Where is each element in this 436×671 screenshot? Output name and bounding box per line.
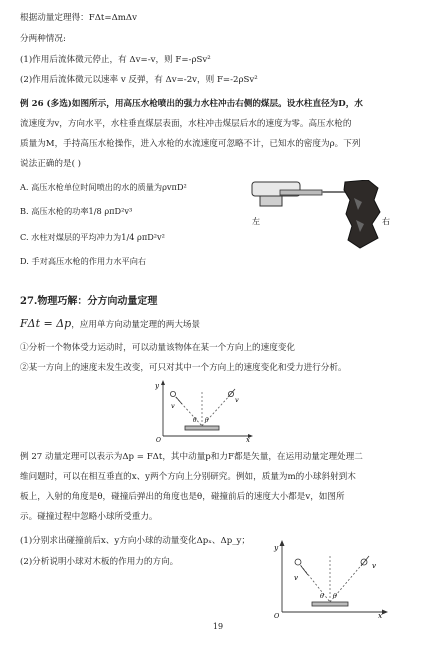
large-theta-2: θ: [333, 592, 337, 600]
example27-line-4: 示。碰撞过程中忽略小球所受重力。: [20, 512, 158, 522]
large-y-label: y: [274, 543, 279, 552]
case-1: (1)作用后流体微元停止，有 Δv=-v，则 F=-ρSv²: [20, 55, 211, 65]
case-2: (2)作用后流体微元以速率 v 反弹，有 Δv=-2v，则 F=-2ρSv²: [20, 75, 258, 85]
option-d: D. 手对高压水枪的作用力水平向右: [20, 256, 147, 266]
section-title: 27.物理巧解：分方向动量定理: [20, 296, 158, 307]
small-theta-1: θ: [193, 417, 197, 424]
example26-line-2: 流速度为v，方向水平，水柱垂直煤层表面，水柱冲击煤层后水的速度为零。高压水枪的: [20, 119, 352, 129]
page-number: 19: [212, 622, 224, 631]
scene-2: ②某一方向上的速度未发生改变，可只对其中一个方向上的速度变化和受力进行分析。: [20, 363, 347, 373]
figure-right-label: 右: [382, 217, 390, 226]
example26-line-1: 例 26 (多选)如图所示，用高压水枪喷出的强力水柱冲击右侧的煤层。设水柱直径为D，水: [20, 99, 363, 109]
water-gun-figure: [250, 180, 390, 250]
formula-note: ，应用单方向动量定理的两大场景: [71, 320, 201, 330]
large-theta-1: θ: [320, 592, 324, 600]
small-v-out: v: [235, 396, 239, 404]
example26-line-3: 质量为M，手持高压水枪操作，进入水枪的水流速度可忽略不计，已知水的密度为ρ。下列: [20, 139, 361, 149]
small-x-label: x: [246, 436, 250, 442]
small-origin-label: O: [156, 437, 161, 442]
formula: FΔt = Δp: [20, 317, 72, 330]
example27-q2: (2)分析说明小球对木板的作用力的方向。: [20, 557, 179, 567]
option-c: C. 水柱对煤层的平均冲力为1/4 ρπD²v²: [20, 232, 165, 242]
example27-line-3: 板上，入射的角度是θ，碰撞后弹出的角度也是θ，碰撞前后的速度大小都是v，如图所: [20, 492, 345, 502]
option-b: B. 高压水枪的功率1/8 ρπD²v³: [20, 206, 133, 216]
small-y-label: y: [155, 382, 159, 390]
example27-line-2: 维问题时，可以在相互垂直的x、y两个方向上分别研究。例如，质量为m的小球斜射到木: [20, 472, 356, 482]
large-v-out: v: [372, 562, 376, 570]
figure-left-label: 左: [252, 217, 260, 226]
scene-1: ①分析一个物体受力运动时，可以动量该物体在某一个方向上的速度变化: [20, 343, 296, 353]
example27-line-1: 例 27 动量定理可以表示为Δp = FΔt，其中动量p和力F都是矢量，在运用动量定理处理二: [20, 452, 363, 462]
large-x-label: x: [378, 611, 383, 618]
reflection-figure-small: [155, 380, 255, 442]
option-a: A. 高压水枪单位时间喷出的水的质量为ρvπD²: [20, 182, 187, 192]
reflection-figure-large: [272, 540, 390, 618]
large-v-in: v: [294, 574, 298, 582]
theorem-line: 根据动量定理得：FΔt=ΔmΔv: [20, 13, 137, 23]
small-theta-2: θ: [205, 417, 209, 424]
example27-q1: (1)分别求出碰撞前后x、y方向小球的动量变化Δpₓ、Δp_y；: [20, 536, 250, 546]
small-v-in: v: [171, 402, 175, 410]
example26-line-4: 说法正确的是( ): [20, 159, 81, 169]
formula-line: [20, 318, 200, 331]
large-origin-label: O: [274, 612, 280, 618]
cases-heading: 分两种情况:: [20, 34, 66, 44]
